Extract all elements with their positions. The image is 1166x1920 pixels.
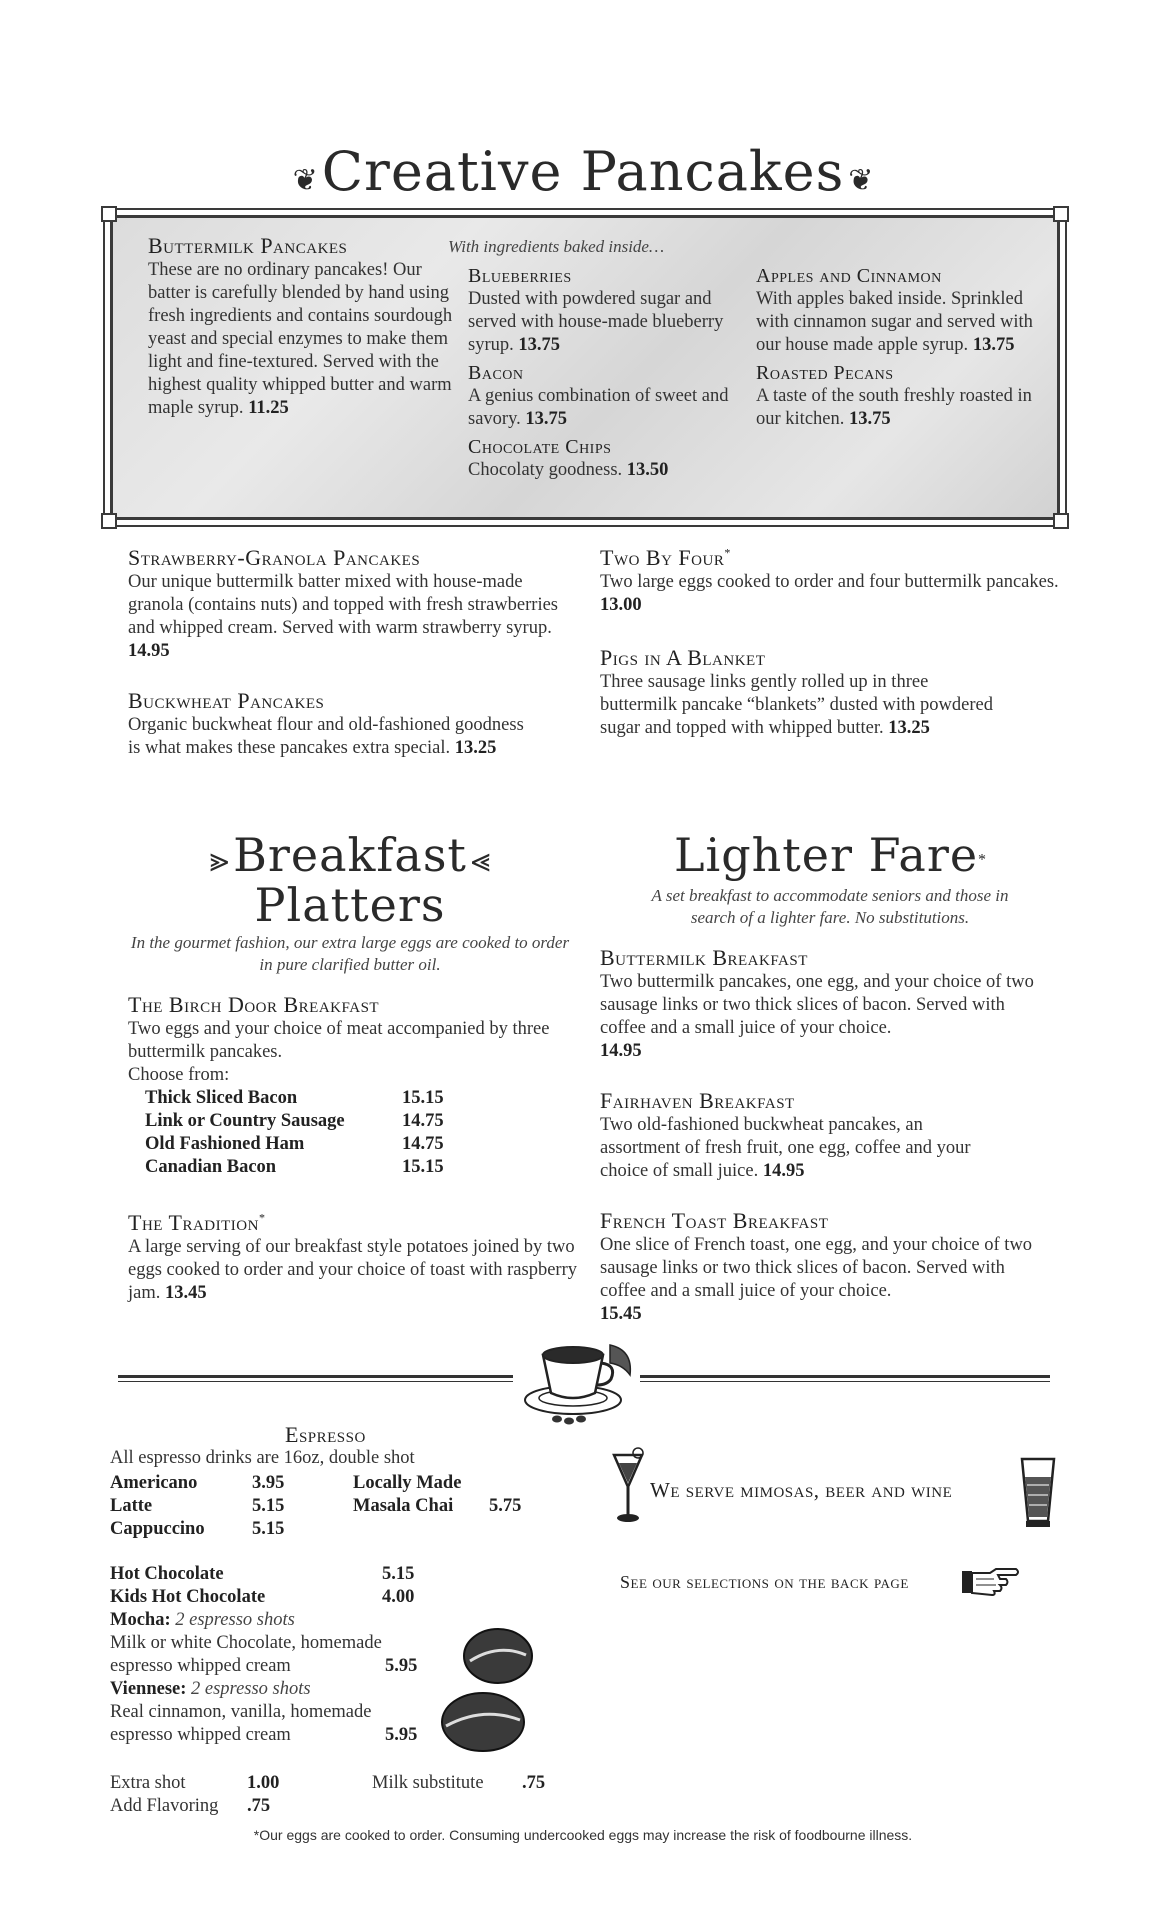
drink-name: Mocha: (110, 1610, 171, 1630)
pecans-desc (756, 385, 1051, 431)
item-price: 13.75 (518, 335, 560, 355)
item-name: French Toast Breakfast (600, 1208, 829, 1233)
drink-name: Cappuccino (110, 1519, 205, 1539)
selections-text: See our selections on the back page (620, 1572, 909, 1592)
item-desc (128, 571, 573, 663)
asterisk: * (978, 851, 987, 869)
pointing-hand-icon (960, 1565, 1020, 1599)
corner-ornament (1053, 206, 1069, 222)
drink-row (110, 1563, 450, 1586)
flourish-left-icon: ❦ (292, 164, 318, 197)
drink-row (110, 1472, 284, 1495)
mocha-line2-row (110, 1655, 450, 1678)
choose-label: Choose from: (128, 1065, 230, 1085)
lighter-title-text: Lighter Fare (673, 828, 979, 882)
espresso-note: All espresso drinks are 16oz, double shot (110, 1448, 415, 1468)
option-price: 14.75 (402, 1111, 444, 1131)
item-price: 14.95 (128, 641, 170, 661)
blueberries-name: Blueberries (468, 265, 572, 287)
buttermilk-pancakes (148, 233, 463, 420)
item-desc (148, 259, 463, 420)
chocolate-name: Chocolate Chips (468, 436, 612, 458)
drink-shots: 2 espresso shots (175, 1610, 295, 1630)
cocktail-glass-icon (610, 1445, 646, 1525)
tradition-item (128, 1210, 583, 1305)
item-price: 13.75 (525, 409, 567, 429)
chocolate-desc (468, 459, 738, 482)
desc-text: Organic buckwheat flour and old-fashioned goodness is what makes these pancakes extra special. (128, 715, 524, 758)
corner-ornament (101, 206, 117, 222)
coffee-bean-icon (460, 1625, 536, 1687)
desc-text: These are no ordinary pancakes! Our batter is carefully blended by hand using fresh ingredients and contains sourdough yeast and special enzymes to make them light and fine-textured. Served with the highest quality whipped butter and warm maple syrup. (148, 260, 453, 418)
mimosas-text: We serve mimosas, beer and wine (650, 1478, 953, 1502)
desc-text: Dusted with powdered sugar and served with house-made blueberry syrup. (468, 289, 724, 355)
desc-text: Chocolaty goodness. (468, 460, 623, 480)
flourish-right-icon: ❦ (848, 164, 874, 197)
leaf-right-icon: ⪡ (470, 842, 491, 879)
item-desc (128, 714, 528, 760)
viennese-header (110, 1678, 450, 1701)
desc-text: Two old-fashioned buckwheat pancakes, an assortment of fresh fruit, one egg, coffee and your choice of small juice. (600, 1115, 971, 1181)
mocha-line2: espresso whipped cream (110, 1656, 291, 1676)
item-name-wrap (128, 1210, 583, 1236)
beer-glass-icon (1018, 1455, 1058, 1531)
item-name-wrap (600, 545, 1060, 571)
drink-price: 5.15 (252, 1519, 285, 1539)
item-price: 14.95 (762, 1161, 805, 1181)
item-price: 14.95 (600, 1041, 642, 1061)
item-desc (600, 571, 1060, 617)
item-price: 13.50 (626, 460, 669, 480)
desc-text: Two large eggs cooked to order and four buttermilk pancakes. (600, 572, 1059, 592)
viennese-line2-row (110, 1724, 450, 1747)
asterisk: * (724, 545, 731, 560)
item-name: Fairhaven Breakfast (600, 1088, 795, 1113)
drink-shots: 2 espresso shots (191, 1679, 311, 1699)
platters-title-line1 (120, 828, 580, 882)
drink-row (353, 1472, 521, 1495)
item-name: Strawberry-Granola Pancakes (128, 545, 421, 570)
buckwheat-item (128, 688, 528, 760)
drink-price: 5.75 (489, 1496, 522, 1516)
bacon-name: Bacon (468, 362, 524, 384)
corner-ornament (101, 513, 117, 529)
drink-name: Americano (110, 1473, 198, 1493)
extras-row (110, 1795, 570, 1818)
platters-title (120, 828, 580, 932)
drink-row (110, 1495, 284, 1518)
extras (110, 1772, 570, 1818)
drink-name: Viennese: (110, 1679, 187, 1699)
platters-subtitle: In the gourmet fashion, our extra large eggs are cooked to order in pure clarified butter oil. (130, 933, 570, 974)
chocolate-drinks (110, 1563, 450, 1747)
option-name: Thick Sliced Bacon (145, 1088, 298, 1108)
divider-left-thin (118, 1381, 513, 1382)
item-name: Buttermilk Breakfast (600, 945, 808, 970)
mocha-line1: Milk or white Chocolate, homemade (110, 1633, 382, 1653)
item-price: 13.45 (165, 1283, 207, 1303)
option-name: Canadian Bacon (145, 1157, 277, 1177)
coffee-cup-icon (515, 1335, 640, 1425)
drink-name: Masala Chai (353, 1496, 454, 1516)
pancakes-title-wrap (0, 140, 1166, 203)
french-toast-item (600, 1208, 1050, 1326)
item-price: 15.45 (600, 1304, 642, 1324)
viennese-line2: espresso whipped cream (110, 1725, 291, 1745)
platters-title-text2: Platters (254, 878, 446, 932)
drink-row (110, 1586, 450, 1609)
item-desc (128, 1236, 583, 1305)
drink-name: Hot Chocolate (110, 1564, 224, 1584)
birch-options (145, 1087, 578, 1179)
item-price: 13.00 (600, 595, 642, 615)
drink-row (110, 1518, 284, 1541)
extra-price: .75 (522, 1773, 546, 1793)
drink-name: Latte (110, 1496, 153, 1516)
espresso-col2 (353, 1472, 521, 1518)
option-name: Link or Country Sausage (145, 1111, 345, 1131)
mocha-header (110, 1609, 450, 1632)
extra-price: .75 (247, 1796, 271, 1816)
item-desc: One slice of French toast, one egg, and your choice of two sausage links or two thick slices of bacon. Served with coffee and a small juice of your choice. (600, 1235, 1033, 1301)
footnote: *Our eggs are cooked to order. Consuming undercooked eggs may increase the risk of foodbourne illness. (253, 1827, 913, 1843)
blueberries-desc (468, 288, 738, 357)
item-desc (600, 671, 1000, 740)
drink-name: Locally Made (353, 1473, 462, 1493)
desc-text: Our unique buttermilk batter mixed with house-made granola (contains nuts) and topped with fresh strawberries and whipped cream. Served with warm strawberry syrup. (128, 572, 558, 638)
item-price: 11.25 (248, 398, 289, 418)
leaf-left-icon: ⪢ (209, 842, 230, 879)
drink-price: 5.95 (385, 1725, 418, 1745)
viennese-line1: Real cinnamon, vanilla, homemade (110, 1702, 372, 1722)
corner-ornament (1053, 513, 1069, 529)
drink-price: 3.95 (252, 1473, 285, 1493)
desc-text: With apples baked inside. Sprinkled with cinnamon sugar and served with our house made apple syrup. (756, 289, 1033, 355)
pancake-col-2 (468, 265, 738, 482)
lighter-title (600, 828, 1060, 882)
item-name: Buttermilk Pancakes (148, 233, 348, 258)
item-price: 13.25 (888, 718, 930, 738)
extra-name: Milk substitute (372, 1773, 484, 1793)
apples-desc (756, 288, 1051, 357)
strawberry-item (128, 545, 573, 663)
desc-text: Three sausage links gently rolled up in three buttermilk pancake “blankets” dusted with powdered sugar and topped with whipped butter. (600, 672, 993, 738)
desc-text: A large serving of our breakfast style potatoes joined by two eggs cooked to order and your choice of toast with raspberry jam. (128, 1237, 577, 1303)
option-row (145, 1110, 578, 1133)
desc-text: A genius combination of sweet and savory. (468, 386, 729, 429)
option-price: 15.15 (402, 1157, 444, 1177)
option-row (145, 1087, 578, 1110)
item-name: Pigs in A Blanket (600, 645, 766, 670)
item-desc: Two buttermilk pancakes, one egg, and your choice of two sausage links or two thick slices of bacon. Served with coffee and a small juice of your choice. (600, 972, 1034, 1038)
asterisk: * (258, 1210, 266, 1225)
item-name: The Birch Door Breakfast (128, 992, 380, 1017)
lighter-subtitle: A set breakfast to accommodate seniors and those in search of a lighter fare. No substitutions. (651, 886, 1009, 927)
option-row (145, 1156, 578, 1179)
drink-row (353, 1495, 521, 1518)
pancakes-title: Creative Pancakes (321, 140, 845, 203)
divider-right-thin (640, 1381, 1050, 1382)
drink-price: 5.15 (252, 1496, 285, 1516)
item-name: Buckwheat Pancakes (128, 688, 325, 713)
birch-item (128, 992, 578, 1179)
platters-title-text1: Breakfast (233, 828, 467, 882)
inside-note: With ingredients baked inside… (448, 237, 665, 256)
drink-price: 5.95 (385, 1656, 418, 1676)
option-price: 15.15 (402, 1088, 444, 1108)
twobyfour-item (600, 545, 1060, 617)
extras-row (110, 1772, 570, 1795)
espresso-col1 (110, 1472, 284, 1541)
drink-name: Kids Hot Chocolate (110, 1587, 266, 1607)
pecans-name: Roasted Pecans (756, 362, 894, 384)
item-price: 13.75 (849, 409, 891, 429)
pancake-col-3 (756, 265, 1051, 431)
pigs-item (600, 645, 1000, 740)
item-price: 13.25 (454, 738, 497, 758)
buttermilk-breakfast-item (600, 945, 1050, 1063)
desc-text: A taste of the south freshly roasted in our kitchen. (756, 386, 1032, 429)
extra-price: 1.00 (247, 1773, 280, 1793)
drink-price: 5.15 (382, 1564, 415, 1584)
fairhaven-item (600, 1088, 1000, 1183)
item-desc (600, 1114, 1000, 1183)
pancakes-box (110, 215, 1060, 520)
bacon-desc (468, 385, 738, 431)
extra-name: Add Flavoring (110, 1796, 219, 1816)
divider-left (118, 1375, 513, 1378)
item-name: The Tradition (128, 1210, 259, 1235)
option-price: 14.75 (402, 1134, 444, 1154)
item-price: 13.75 (972, 335, 1015, 355)
item-desc: Two eggs and your choice of meat accompanied by three buttermilk pancakes. (128, 1019, 550, 1062)
option-row (145, 1133, 578, 1156)
apples-name: Apples and Cinnamon (756, 265, 942, 287)
espresso-title: Espresso (285, 1422, 366, 1447)
extra-name: Extra shot (110, 1773, 186, 1793)
divider-right (640, 1375, 1050, 1378)
coffee-bean-icon (438, 1688, 528, 1756)
item-name: Two By Four (600, 545, 725, 570)
drink-price: 4.00 (382, 1587, 415, 1607)
option-name: Old Fashioned Ham (145, 1134, 305, 1154)
